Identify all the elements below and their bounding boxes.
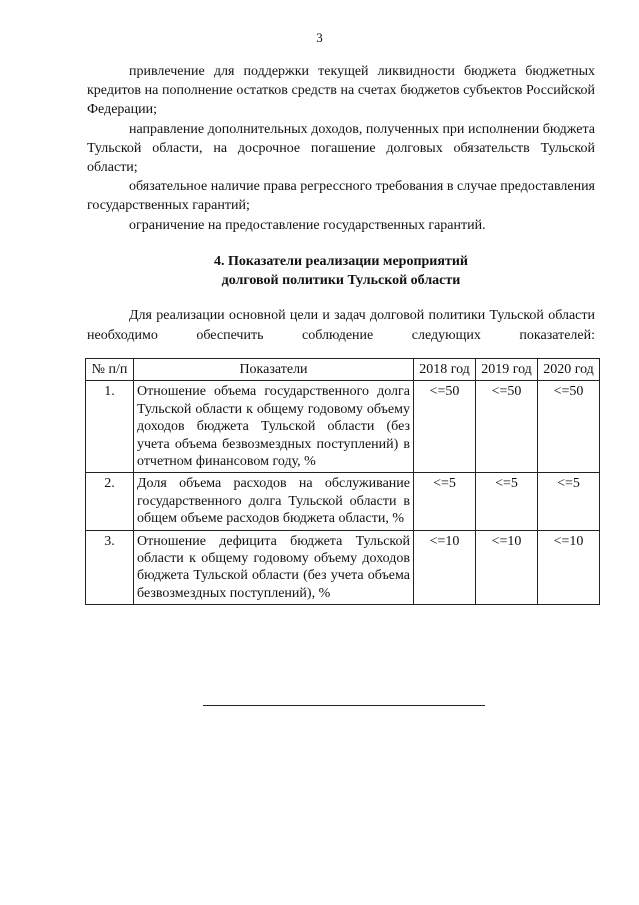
intro-text: Для реализации основной цели и задач долговой политики Тульской области необходимо обеспечить соблюдение следующих показателей:	[87, 308, 595, 343]
section-heading	[87, 252, 595, 290]
indicators-table	[85, 358, 600, 605]
header-indicator: Показатели	[134, 359, 414, 381]
row-number: 3.	[86, 530, 134, 605]
header-number: № п/п	[86, 359, 134, 381]
header-2019: 2019 год	[476, 359, 538, 381]
row-value-2020: <=5	[538, 473, 600, 530]
intro-paragraph	[87, 306, 595, 345]
row-number: 1.	[86, 381, 134, 473]
table-header-row	[86, 359, 600, 381]
paragraph-budget-credits: привлечение для поддержки текущей ликвидности бюджета бюджетных кредитов на пополнение остатков средств на счетах бюджетов субъектов Российской Федерации;	[87, 64, 595, 118]
row-value-2018: <=10	[414, 530, 476, 605]
row-indicator: Отношение дефицита бюджета Тульской области к общему годовому объему доходов бюджета Тульской области (без учета объема безвозмездных поступлений), %	[134, 530, 414, 605]
row-value-2018: <=50	[414, 381, 476, 473]
row-value-2019: <=50	[476, 381, 538, 473]
row-value-2019: <=5	[476, 473, 538, 530]
paragraph-guarantee-limit: ограничение на предоставление государственных гарантий.	[129, 217, 486, 233]
section-heading-line-2: долговой политики Тульской области	[221, 273, 461, 288]
text-body	[87, 62, 595, 235]
header-2018: 2018 год	[414, 359, 476, 381]
paragraph-regress-right: обязательное наличие права регрессного требования в случае предоставления государственных гарантий;	[87, 179, 595, 214]
row-value-2018: <=5	[414, 473, 476, 530]
row-number: 2.	[86, 473, 134, 530]
row-value-2019: <=10	[476, 530, 538, 605]
row-value-2020: <=50	[538, 381, 600, 473]
end-divider-line	[203, 705, 485, 706]
row-indicator: Отношение объема государственного долга Тульской области к общему годовому объему доходов бюджета Тульской области (без учета объема безвозмездных поступлений) в отчетном финансовом году, %	[134, 381, 414, 473]
table-row	[86, 473, 600, 530]
table-row	[86, 530, 600, 605]
row-indicator: Доля объема расходов на обслуживание государственного долга Тульской области в общем объеме расходов бюджета области, %	[134, 473, 414, 530]
paragraph-additional-revenue: направление дополнительных доходов, полученных при исполнении бюджета Тульской области, на досрочное погашение долговых обязательств Тульской области;	[87, 121, 595, 176]
page-number: 3	[316, 30, 323, 45]
row-value-2020: <=10	[538, 530, 600, 605]
section-heading-line-1: 4. Показатели реализации мероприятий	[214, 254, 468, 269]
header-2020: 2020 год	[538, 359, 600, 381]
table-row	[86, 381, 600, 473]
